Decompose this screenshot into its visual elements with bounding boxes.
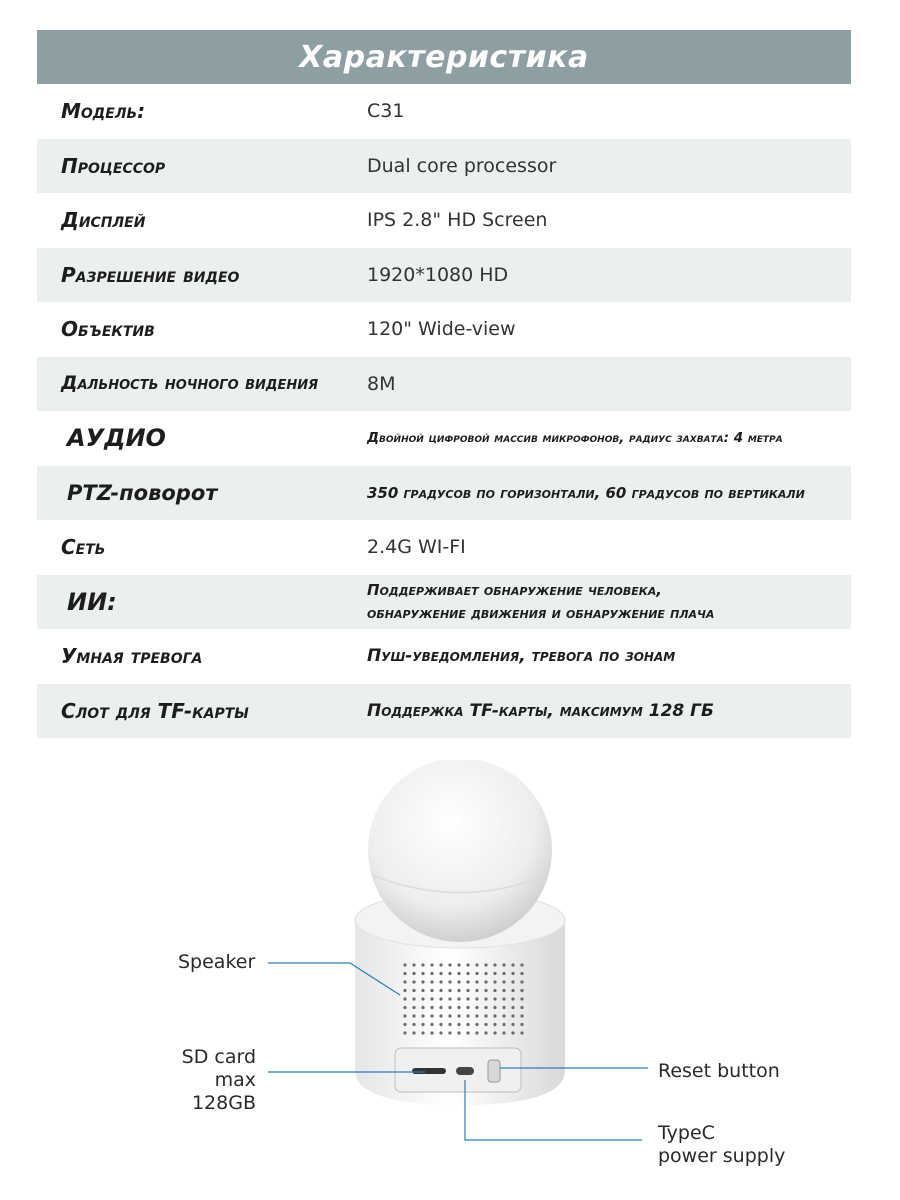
- spec-label: PTZ-поворот: [67, 480, 218, 505]
- spec-label: Дальность ночного видения: [61, 373, 319, 395]
- sd-card-line: SD card: [181, 1046, 256, 1068]
- spec-label: Дисплей: [61, 208, 146, 233]
- spec-value-line: обнаружение движения и обнаружение плача: [367, 603, 715, 622]
- typec-line: power supply: [658, 1145, 786, 1167]
- spec-value: 350 градусов по горизонтали, 60 градусов по вертикали: [367, 483, 805, 502]
- spec-label: Процессор: [61, 153, 166, 178]
- typec-line: TypeC: [658, 1122, 715, 1144]
- spec-value: Двойной цифровой массив микрофонов, радиус захвата: 4 метра: [367, 430, 783, 447]
- spec-label: Слот для TF-карты: [61, 698, 249, 723]
- spec-value: Dual core processor: [367, 154, 557, 177]
- speaker-callout: Speaker: [178, 951, 256, 973]
- spec-value: 1920*1080 HD: [367, 263, 509, 286]
- spec-value: IPS 2.8" HD Screen: [367, 209, 548, 232]
- spec-value-line: Поддерживает обнаружение человека,: [367, 580, 663, 599]
- typec-callout: [658, 1122, 785, 1168]
- spec-table-title: Характеристика: [37, 30, 851, 84]
- spec-label: Объектив: [61, 317, 155, 342]
- spec-label: Разрешение видео: [61, 262, 240, 287]
- spec-value: 8M: [367, 372, 396, 395]
- spec-label: Модель:: [61, 99, 146, 124]
- reset-callout: Reset button: [658, 1060, 780, 1082]
- sd-card-callout: [150, 1046, 256, 1115]
- spec-label: Умная тревога: [61, 644, 203, 669]
- sd-card-line: max 128GB: [191, 1069, 256, 1114]
- spec-value: Поддержка TF-карты, максимум 128 ГБ: [367, 700, 714, 721]
- spec-label: Сеть: [61, 535, 106, 560]
- spec-label: АУДИО: [67, 424, 166, 453]
- spec-value: C31: [367, 100, 405, 123]
- spec-value: 2.4G WI-FI: [367, 536, 466, 559]
- spec-label: ИИ:: [67, 587, 117, 616]
- spec-value: 120" Wide-view: [367, 318, 516, 341]
- spec-value: Пуш-уведомления, тревога по зонам: [367, 646, 676, 667]
